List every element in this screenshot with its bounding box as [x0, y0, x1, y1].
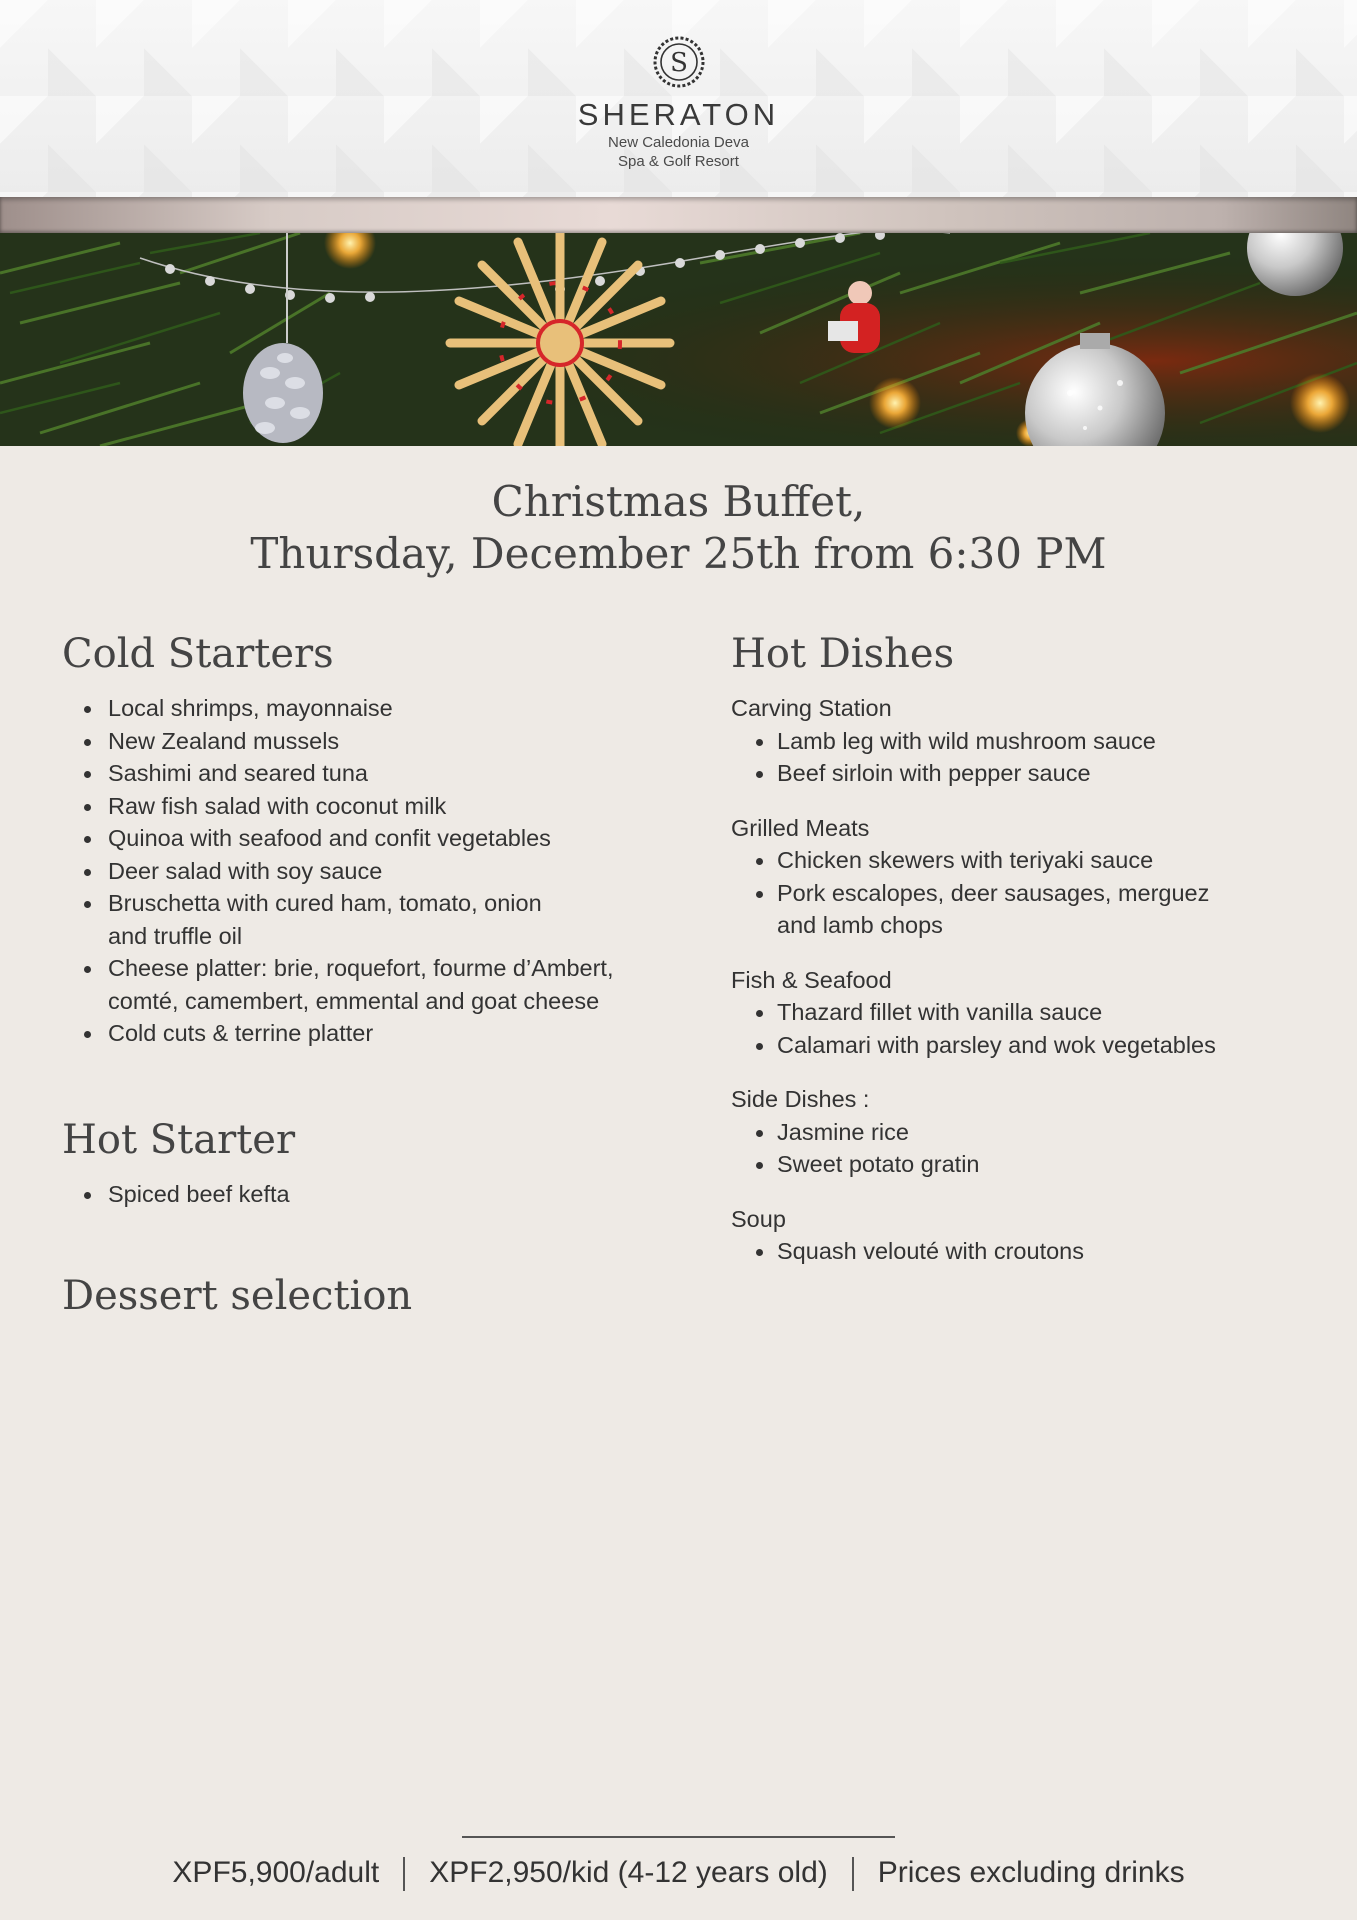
- list-item: Squash velouté with croutons: [731, 1235, 1331, 1268]
- list-item: Local shrimps, mayonnaise: [62, 692, 682, 725]
- separator: [403, 1857, 405, 1891]
- list-item: Bruschetta with cured ham, tomato, onion and truffle oil: [62, 887, 568, 952]
- group-soup: [731, 1203, 1331, 1268]
- list-item: Spiced beef kefta: [62, 1178, 682, 1211]
- sheraton-s-emblem-icon: [653, 36, 705, 88]
- header: [0, 0, 1357, 197]
- dessert-heading: Dessert selection: [62, 1273, 413, 1319]
- christmas-tree-banner: [0, 233, 1357, 446]
- sheraton-logo: [0, 36, 1357, 171]
- group-list: [731, 725, 1331, 790]
- cold-starters-list: [62, 692, 682, 1050]
- list-item: Raw fish salad with coconut milk: [62, 790, 682, 823]
- svg-text:S: S: [669, 48, 688, 78]
- group-carving-station: [731, 692, 1331, 790]
- hot-dishes-heading: Hot Dishes: [731, 631, 955, 677]
- list-item: Quinoa with seafood and confit vegetables: [62, 822, 682, 855]
- page-title: [0, 476, 1357, 580]
- title-line-2: Thursday, December 25th from 6:30 PM: [250, 529, 1107, 578]
- christmas-ornaments-image: [0, 233, 1357, 446]
- group-title: Grilled Meats: [731, 814, 870, 841]
- adult-price: XPF5,900/adult: [172, 1856, 380, 1889]
- list-item: Calamari with parsley and wok vegetables: [731, 1029, 1331, 1062]
- title-line-1: Christmas Buffet,: [491, 477, 866, 526]
- group-list: [731, 1116, 1331, 1181]
- price-footer: [0, 1856, 1357, 1891]
- drinks-note: Prices excluding drinks: [877, 1856, 1185, 1889]
- list-item: Jasmine rice: [731, 1116, 1331, 1149]
- list-item: Cheese platter: brie, roquefort, fourme d’Ambert, comté, camembert, emmental and goat cheese: [62, 952, 668, 1017]
- list-item: Pork escalopes, deer sausages, merguez and lamb chops: [731, 877, 1247, 942]
- group-grilled-meats: [731, 812, 1331, 942]
- group-title: Soup: [731, 1205, 786, 1232]
- hot-starter-heading: Hot Starter: [62, 1116, 296, 1163]
- group-title: Side Dishes :: [731, 1086, 870, 1112]
- cold-starters-heading: Cold Starters: [62, 631, 334, 677]
- resort-name-line1: New Caledonia Deva: [608, 134, 749, 151]
- group-list: [731, 996, 1331, 1061]
- right-column: [731, 626, 1331, 1290]
- list-item: Cold cuts & terrine platter: [62, 1017, 682, 1050]
- group-title: Carving Station: [731, 695, 892, 721]
- group-title: Fish & Seafood: [731, 966, 892, 993]
- kid-price: XPF2,950/kid (4-12 years old): [429, 1856, 828, 1889]
- resort-name-line2: Spa & Golf Resort: [618, 153, 739, 170]
- group-fish-seafood: [731, 964, 1331, 1062]
- footer-divider: [462, 1836, 895, 1838]
- list-item: Thazard fillet with vanilla sauce: [731, 996, 1331, 1029]
- list-item: Chicken skewers with teriyaki sauce: [731, 844, 1331, 877]
- list-item: Sweet potato gratin: [731, 1148, 1331, 1181]
- list-item: New Zealand mussels: [62, 725, 682, 758]
- group-side-dishes: [731, 1083, 1331, 1181]
- metallic-band: [0, 197, 1357, 233]
- list-item: Lamb leg with wild mushroom sauce: [731, 725, 1331, 758]
- list-item: Deer salad with soy sauce: [62, 855, 682, 888]
- hot-dishes-groups: [731, 692, 1331, 1268]
- list-item: Beef sirloin with pepper sauce: [731, 757, 1331, 790]
- group-list: [731, 844, 1331, 942]
- left-column: [62, 626, 682, 1324]
- group-list: [731, 1235, 1331, 1268]
- separator: [852, 1857, 854, 1891]
- hot-starter-list: [62, 1178, 682, 1211]
- brand-name: SHERATON: [577, 97, 780, 132]
- list-item: Sashimi and seared tuna: [62, 757, 682, 790]
